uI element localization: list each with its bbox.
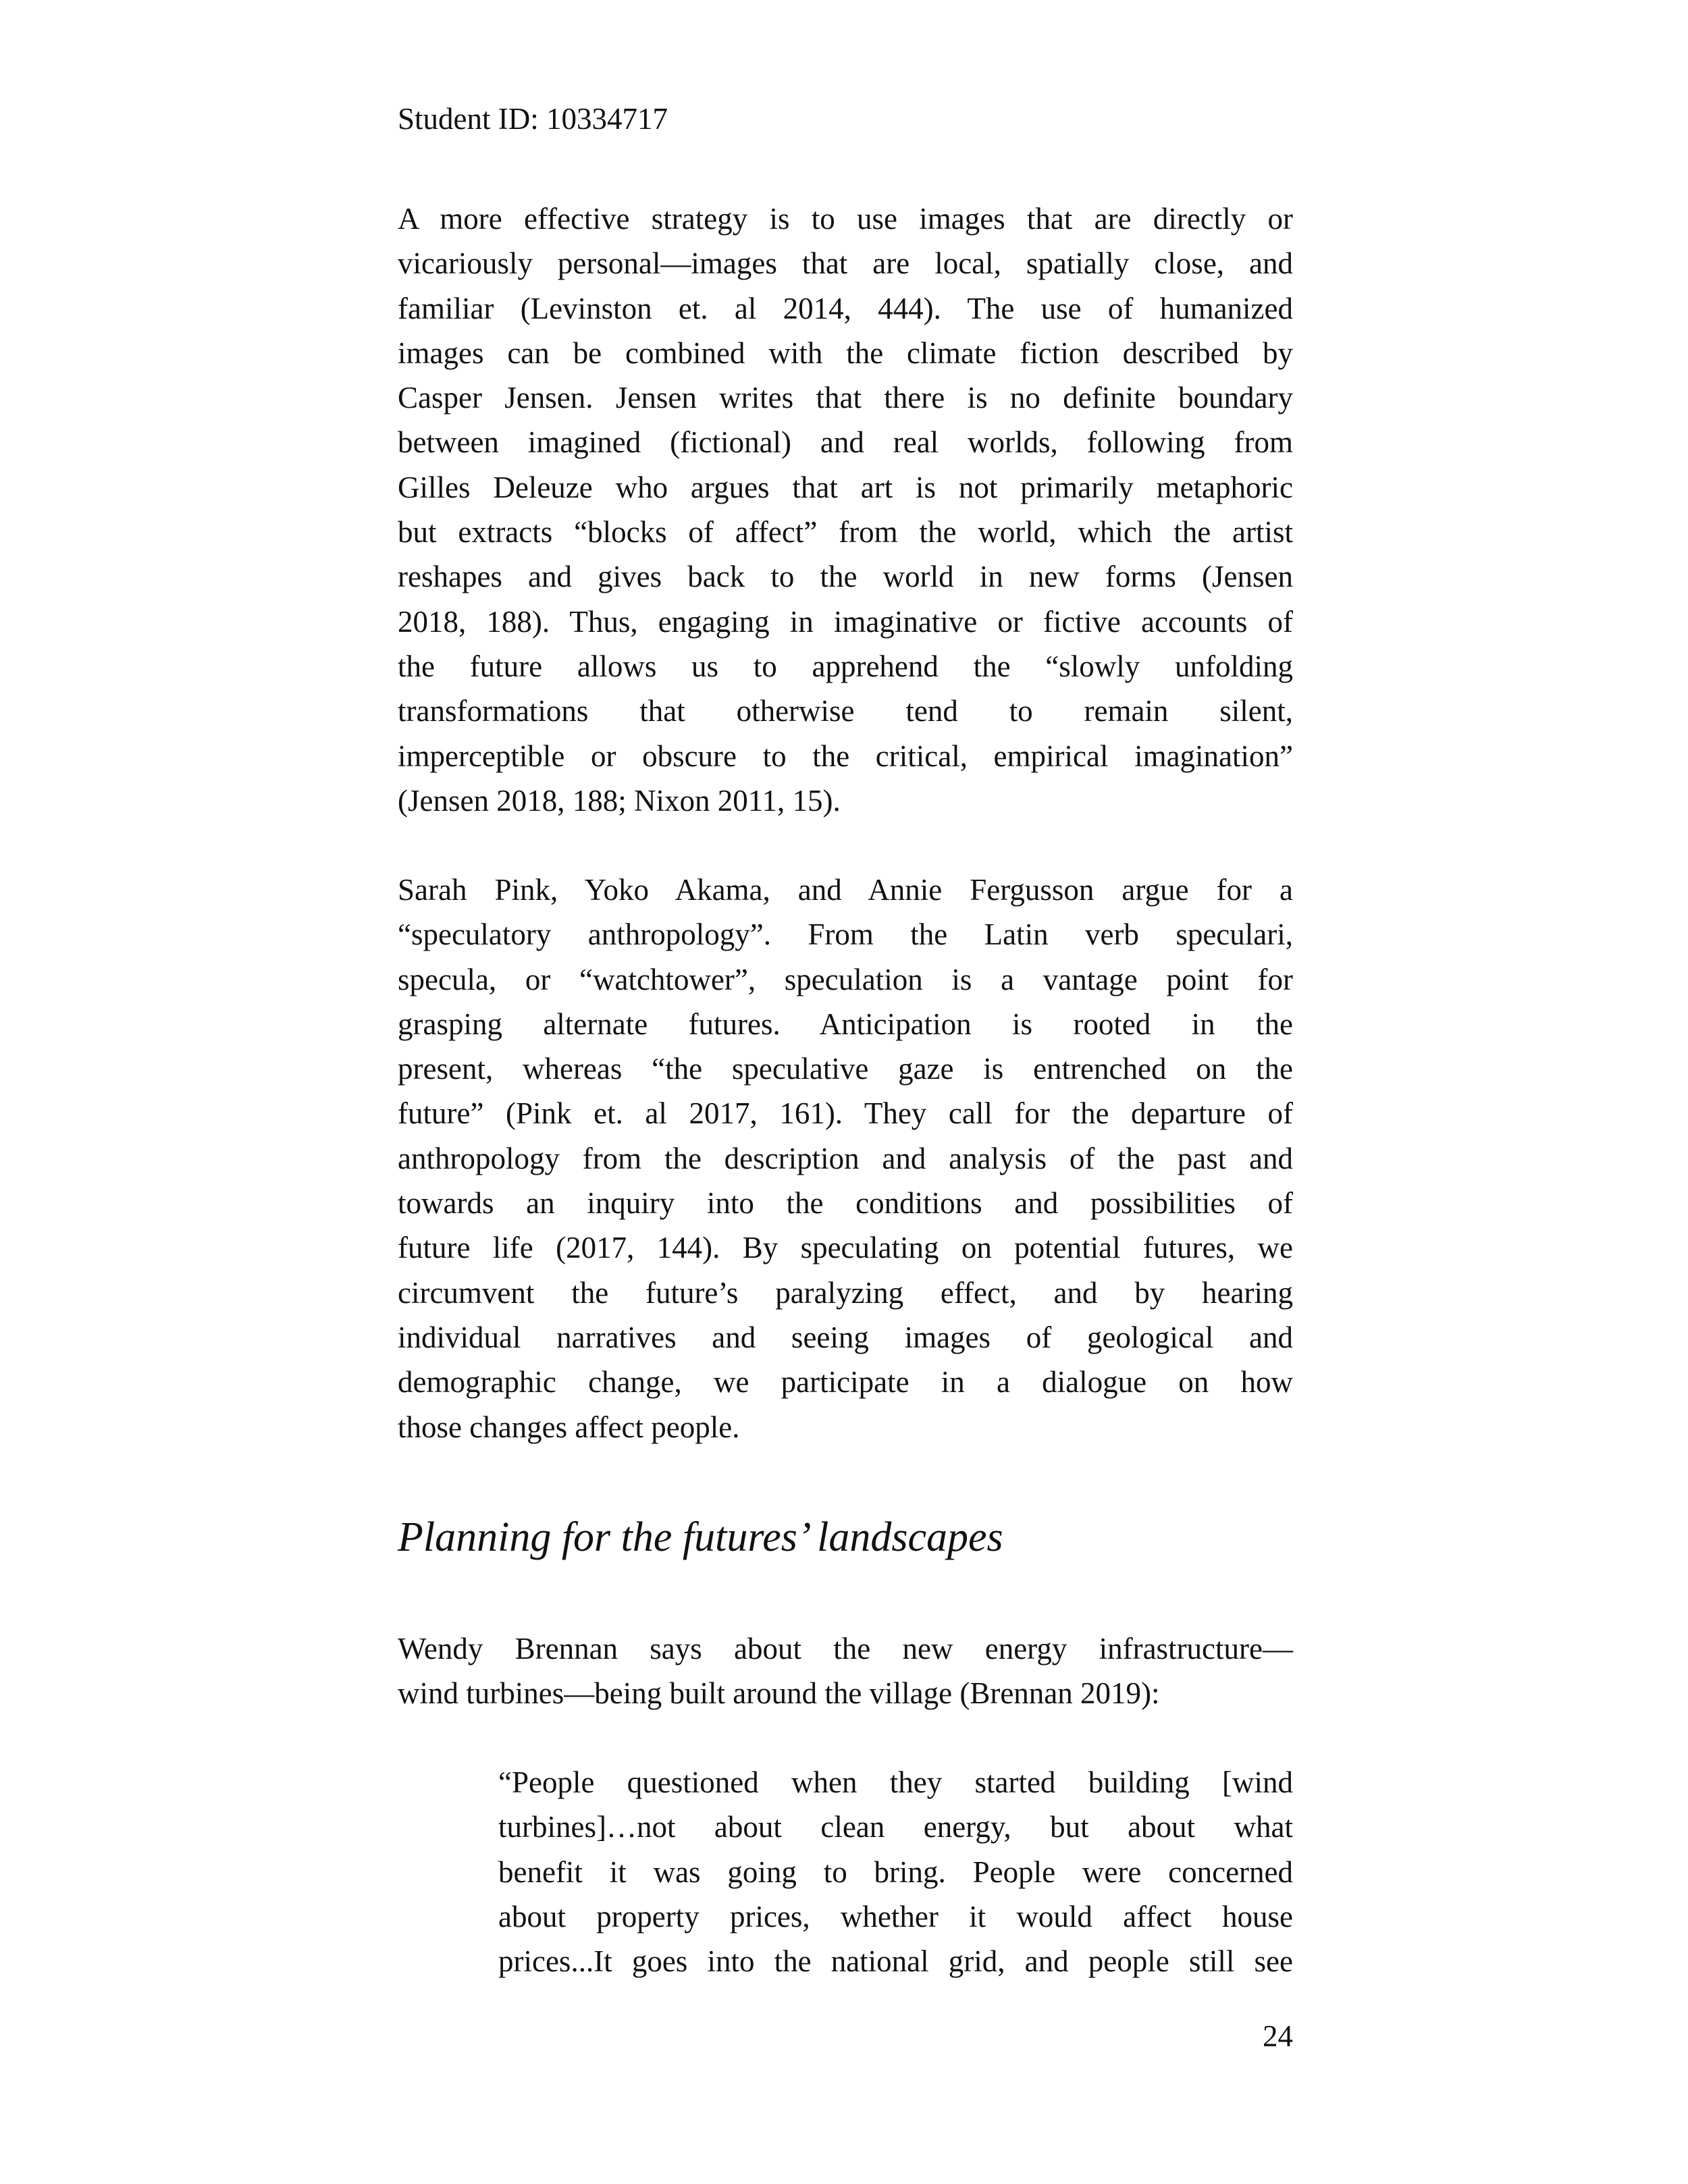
text-line: towards an inquiry into the conditions and possibilities of — [398, 1186, 1293, 1221]
paragraph-effective-strategy — [398, 196, 1293, 823]
text-line: reshapes and gives back to the world in new forms (Jensen — [398, 560, 1293, 594]
text-line: but extracts “blocks of affect” from the world, which the artist — [398, 515, 1293, 550]
text-line: Sarah Pink, Yoko Akama, and Annie Fergusson argue for a — [398, 873, 1293, 907]
block-quote — [498, 1760, 1293, 1983]
text-line: turbines]…not about clean energy, but about what — [498, 1810, 1293, 1844]
text-line: prices...It goes into the national grid, and people still see — [498, 1944, 1293, 1979]
text-line: grasping alternate futures. Anticipation is rooted in the — [398, 1007, 1293, 1041]
text-line: future” (Pink et. al 2017, 161). They call for the departure of — [398, 1096, 1293, 1131]
text-line: present, whereas “the speculative gaze is entrenched on the — [398, 1052, 1293, 1086]
text-line: images can be combined with the climate fiction described by — [398, 336, 1293, 370]
text-line: the future allows us to apprehend the “slowly unfolding — [398, 649, 1293, 683]
text-line: transformations that otherwise tend to remain silent, — [398, 694, 1293, 728]
text-line: future life (2017, 144). By speculating on potential futures, we — [398, 1231, 1293, 1265]
text-line: circumvent the future’s paralyzing effect, and by hearing — [398, 1275, 1293, 1310]
text-line: Gilles Deleuze who argues that art is not primarily metaphoric — [398, 470, 1293, 504]
text-line: A more effective strategy is to use images that are directly or — [398, 202, 1293, 236]
paragraph-wendy-brennan — [398, 1626, 1293, 1716]
text-line: about property prices, whether it would affect house — [498, 1899, 1293, 1934]
text-line: (Jensen 2018, 188; Nixon 2011, 15). — [398, 783, 841, 818]
text-line: imperceptible or obscure to the critical, empirical imagination” — [398, 739, 1293, 773]
text-line: “People questioned when they started building [wind — [498, 1765, 1293, 1799]
student-id: Student ID: 10334717 — [398, 102, 668, 136]
text-line: Casper Jensen. Jensen writes that there is no definite boundary — [398, 381, 1293, 415]
text-line: Wendy Brennan says about the new energy infrastructure— — [398, 1632, 1293, 1666]
text-line: between imagined (fictional) and real worlds, following from — [398, 425, 1293, 460]
page-header — [398, 97, 1293, 141]
text-line: 2018, 188). Thus, engaging in imaginative or fictive accounts of — [398, 604, 1293, 639]
text-line: familiar (Levinston et. al 2014, 444). The use of humanized — [398, 291, 1293, 325]
text-line: “speculatory anthropology”. From the Latin verb speculari, — [398, 917, 1293, 952]
paragraph-speculatory-anthropology — [398, 868, 1293, 1449]
text-line: individual narratives and seeing images of geological and — [398, 1320, 1293, 1354]
text-line: vicariously personal—images that are local, spatially close, and — [398, 246, 1293, 281]
page-number: 24 — [1263, 2019, 1293, 2053]
text-line: anthropology from the description and analysis of the past and — [398, 1141, 1293, 1175]
text-line: benefit it was going to bring. People were concerned — [498, 1855, 1293, 1889]
text-line: specula, or “watchtower”, speculation is a vantage point for — [398, 962, 1293, 996]
text-line: wind turbines—being built around the village (Brennan 2019): — [398, 1676, 1160, 1711]
section-heading: Planning for the futures’ landscapes — [398, 1514, 1003, 1560]
text-line: those changes affect people. — [398, 1410, 740, 1444]
text-line: demographic change, we participate in a dialogue on how — [398, 1365, 1293, 1400]
